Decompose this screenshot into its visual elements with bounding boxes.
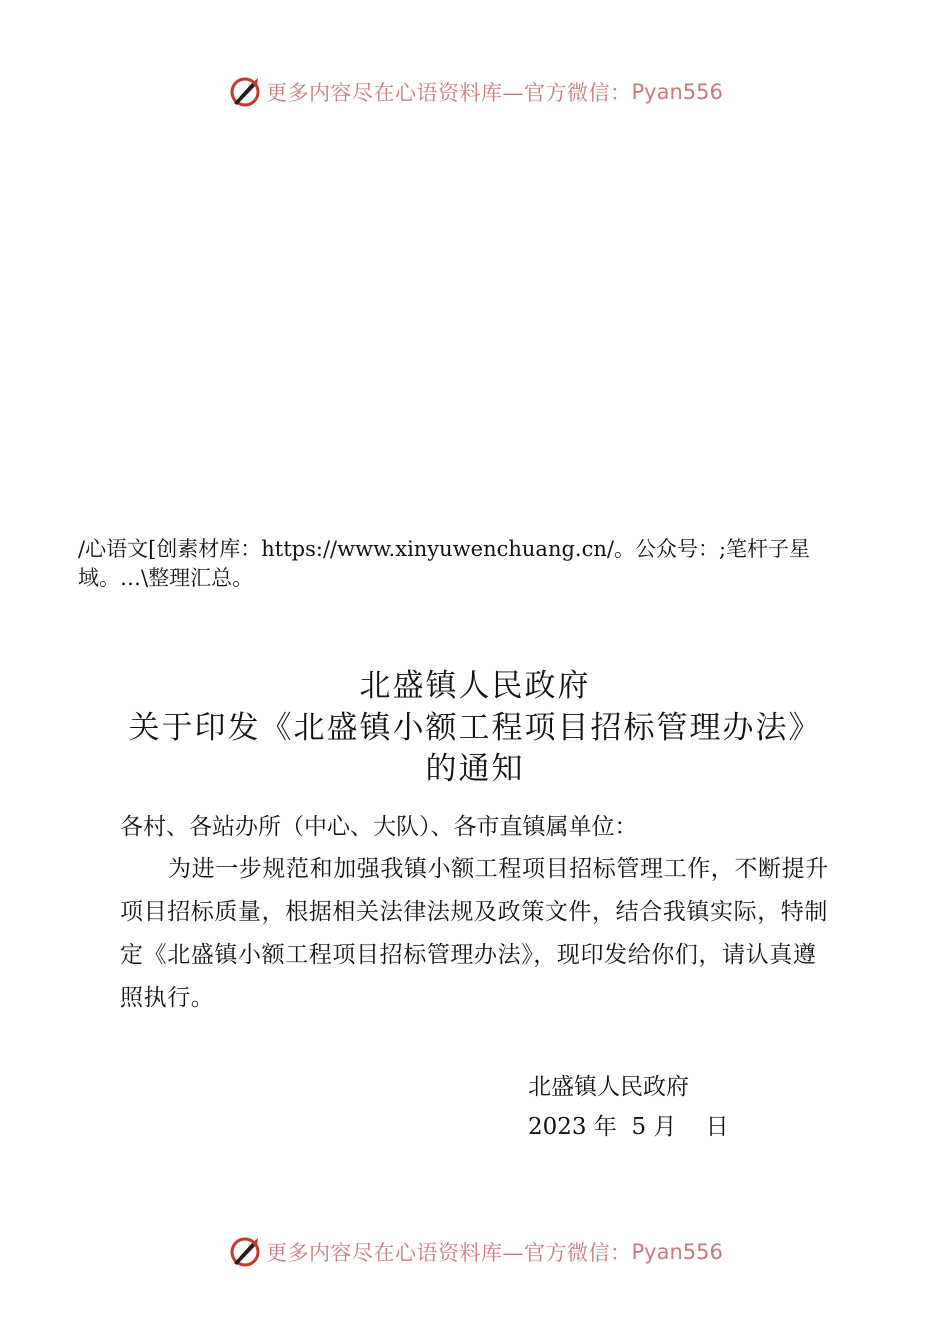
- document-title-line-3: 的通知: [425, 751, 525, 787]
- document-title-line-2: 关于印发《北盛镇小额工程项目招标管理办法》: [128, 710, 822, 746]
- document-title-line-1: 北盛镇人民政府: [359, 668, 591, 704]
- salutation: 各村、各站办所（中心、大队）、各市直镇属单位：: [120, 814, 638, 840]
- watermark-text: 更多内容尽在心语资料库—官方微信：: [266, 81, 632, 105]
- watermark-wechat-id: Pyan556: [631, 1240, 723, 1264]
- signature-date: 2023 年 5 月 日: [528, 1114, 729, 1140]
- watermark-wechat-id: Pyan556: [631, 80, 723, 104]
- header-watermark: [228, 72, 723, 112]
- watermark-text: 更多内容尽在心语资料库—官方微信：: [266, 1241, 632, 1265]
- quill-circle-icon: [228, 1235, 262, 1269]
- signature-org: 北盛镇人民政府: [528, 1074, 689, 1100]
- body-paragraph: 为进一步规范和加强我镇小额工程项目招标管理工作，不断提升项目招标质量，根据相关法律法规及政策文件，结合我镇实际，特制定《北盛镇小额工程项目招标管理办法》，现印发给你们，请认真遵照执行。: [120, 856, 829, 1011]
- quill-circle-icon: [228, 75, 262, 109]
- footer-watermark: [228, 1232, 723, 1272]
- source-note: /心语文[创素材库：https://www.xinyuwenchuang.cn/。公众号：;笔杆子星域。…\整理汇总。: [78, 537, 811, 590]
